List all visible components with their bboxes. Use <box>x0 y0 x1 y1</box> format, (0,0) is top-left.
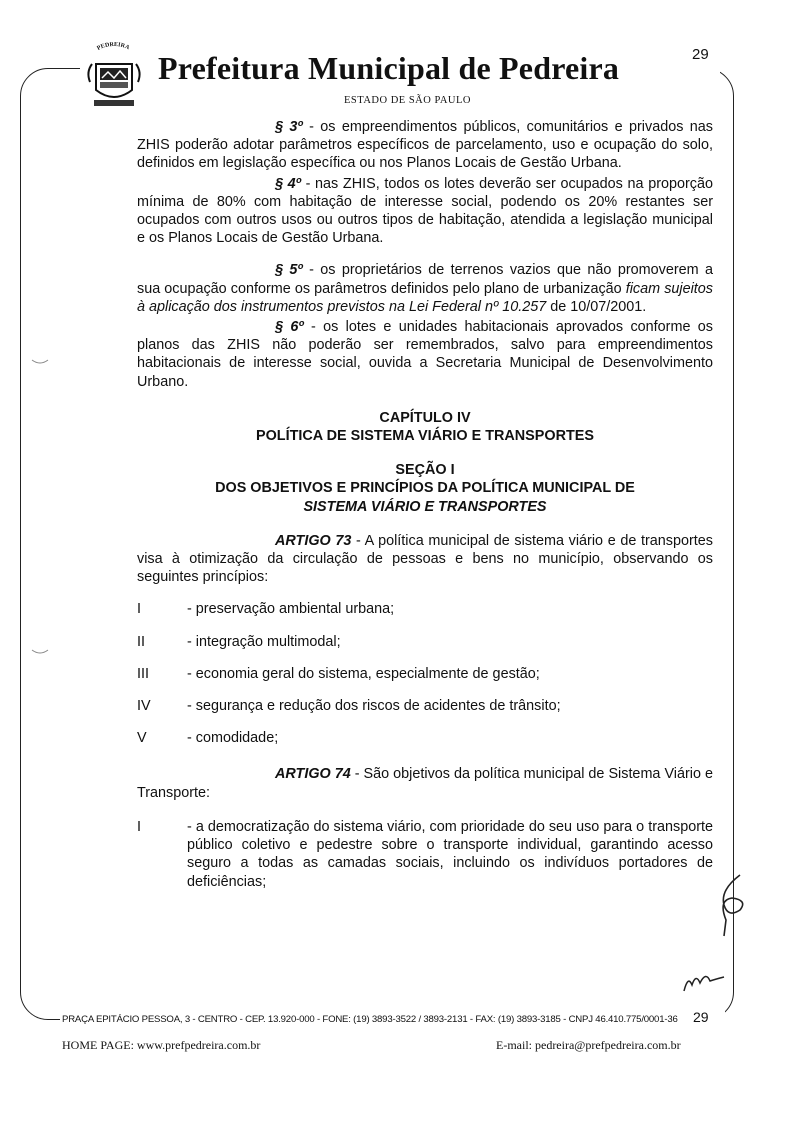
item-numeral: II <box>137 633 145 650</box>
signature-mark-icon <box>710 870 750 940</box>
item-text: - segurança e redução dos riscos de acidentes de trânsito; <box>187 698 561 715</box>
paragraph-text: - os proprietários de terrenos vazios que não promoverem a sua ocupação conforme os parâmetros definidos pelo plano de urbanização <box>137 262 714 297</box>
article-74-items <box>137 818 713 891</box>
item-numeral: V <box>137 730 147 747</box>
section-title-line-2: SISTEMA VIÁRIO E TRANSPORTES <box>303 498 547 515</box>
paragraph-6 <box>137 318 713 391</box>
paragraph-symbol: § 4º <box>275 175 301 192</box>
article-text: - São objetivos da política municipal de Sistema Viário e Transporte: <box>137 766 713 801</box>
list-item <box>137 729 713 747</box>
item-numeral: IV <box>137 698 151 715</box>
item-text: - integração multimodal; <box>187 633 341 650</box>
paragraph-text-italic: ficam sujeitos à aplicação dos instrumentos previstos na Lei Federal nº 10.257 <box>137 280 713 315</box>
paragraph-symbol: § 6º <box>275 319 304 336</box>
paragraph-text: de 10/07/2001. <box>546 298 647 315</box>
list-item <box>137 665 713 683</box>
paragraph-text: - os lotes e unidades habitacionais aprovados conforme os planos das ZHIS não poderão ser remembrados, salvo para empreendimentos habitacionais de interesse social, ouvida a Secretaria Municipal de Desenvolvimento Urbano. <box>137 319 713 390</box>
paragraph-text: - os empreendimentos públicos, comunitários e privados nas ZHIS poderão adotar parâmetros específicos de parcelamento, uso e ocupação do solo, definidos em legislação específica ou nos Planos Locais de Gestão Urbana. <box>137 119 714 172</box>
chapter-title: POLÍTICA DE SISTEMA VIÁRIO E TRANSPORTES <box>256 428 594 445</box>
page-number-bottom: 29 <box>693 1009 709 1025</box>
section-number: SEÇÃO I <box>395 462 455 479</box>
footer-email: E-mail: pedreira@prefpedreira.com.br <box>496 1038 681 1052</box>
punch-hole-mark-icon <box>30 358 50 366</box>
list-item <box>137 600 713 618</box>
paragraph-3 <box>137 118 713 173</box>
page-title: Prefeitura Municipal de Pedreira <box>158 50 620 86</box>
paragraph-symbol: § 3º <box>275 119 303 135</box>
paragraph-text: - nas ZHIS, todos os lotes deverão ser ocupados na proporção mínima de 80% com habitação de interesse social, podendo os 20% restantes ser ocupados com outros usos ou outros tipos de habitação, atendida a legislação municipal e os Planos Locais de Gestão Urbana. <box>137 175 714 247</box>
item-numeral: III <box>137 665 149 682</box>
paragraph-4 <box>137 175 713 248</box>
state-subtitle: ESTADO DE SÃO PAULO <box>344 95 471 106</box>
article-74 <box>137 765 713 801</box>
svg-text:PEDREIRA <box>96 42 131 52</box>
list-item <box>137 633 713 651</box>
municipal-crest-icon <box>84 42 144 112</box>
initials-mark-icon <box>680 965 730 995</box>
footer-address: PRAÇA EPITÁCIO PESSOA, 3 - CENTRO - CEP. 13.920-000 - FONE: (19) 3893-3522 / 3893-2131 - FAX: (19) 3893-3185 - CNPJ 46.410.775/0001-36 <box>62 1014 678 1025</box>
paragraph-5 <box>137 261 713 316</box>
chapter-number: CAPÍTULO IV <box>379 409 471 426</box>
item-text: - a democratização do sistema viário, com prioridade do seu uso para o transporte público coletivo e pedestre sobre o transporte individual, garantindo acesso seguro a todas as camadas sociais, incluindo os indivíduos portadores de deficiências; <box>187 818 713 890</box>
footer-home-page: HOME PAGE: www.prefpedreira.com.br <box>62 1038 261 1052</box>
article-text: - A política municipal de sistema viário e de transportes visa à otimização da circulação de pessoas e bens no município, observando os seguintes princípios: <box>137 532 713 586</box>
item-numeral: I <box>137 818 141 835</box>
item-numeral: I <box>137 601 141 618</box>
list-item <box>137 818 713 891</box>
punch-hole-mark-icon <box>30 648 50 656</box>
article-73 <box>137 532 713 587</box>
paragraph-symbol: § 5º <box>275 262 303 279</box>
article-label: ARTIGO 73 <box>275 532 352 549</box>
section-title-line-1: DOS OBJETIVOS E PRINCÍPIOS DA POLÍTICA MUNICIPAL DE <box>215 480 635 497</box>
item-text: - economia geral do sistema, especialmente de gestão; <box>187 665 540 682</box>
article-73-items <box>137 600 713 747</box>
document-body <box>137 118 713 891</box>
item-text: - comodidade; <box>187 730 279 747</box>
crest-text: PEDREIRA <box>96 42 131 52</box>
list-item <box>137 697 713 715</box>
page-number-top: 29 <box>692 46 709 63</box>
item-text: - preservação ambiental urbana; <box>187 601 395 618</box>
article-label: ARTIGO 74 <box>275 766 351 783</box>
